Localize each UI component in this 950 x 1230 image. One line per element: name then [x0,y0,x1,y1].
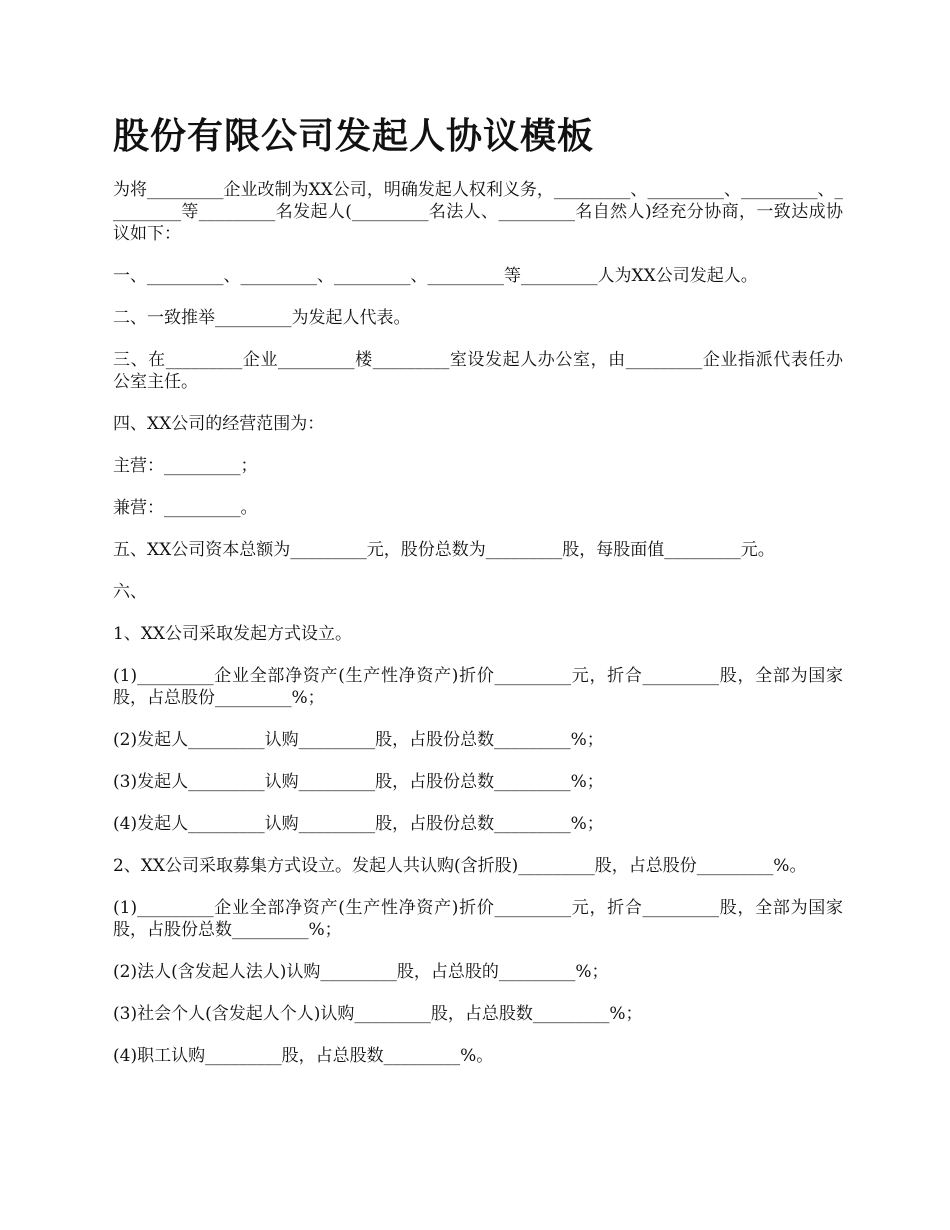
promotion-item-4: (4)发起人_________认购_________股，占股份总数_________%； [113,814,604,834]
clause-2-representative: 二、一致推举_________为发起人代表。 [113,308,411,328]
intro-paragraph: 为将_________企业改制为XX公司，明确发起人权利义务，_________、_________、_________、_________等_________名发起人(_________名法人、_________名自然人)经充分协商，一致达成协议如下： [113,180,843,244]
clause-6-heading: 六、 [113,582,147,602]
subscription-item-1: (1)_________企业全部净资产(生产性净资产)折价_________元，折合_________股，全部为国家股，占股份总数_________%； [113,898,843,940]
secondary-business-line: 兼营：_________。 [113,498,258,518]
clause-3-office: 三、在_________企业_________楼_________室设发起人办公室，由_________企业指派代表任办公室主任。 [113,350,843,392]
promotion-method-heading: 1、XX公司采取发起方式设立。 [113,624,353,644]
document-title: 股份有限公司发起人协议模板 [113,115,595,157]
subscription-item-4: (4)职工认购_________股，占总股数_________%。 [113,1046,494,1066]
main-business-line: 主营：_________； [113,456,258,476]
document-body [113,179,843,1087]
subscription-method-heading: 2、XX公司采取募集方式设立。发起人共认购(含折股)_________股，占总股份_________%。 [113,856,807,876]
clause-5-capital: 五、XX公司资本总额为_________元，股份总数为_________股，每股面值_________元。 [113,540,775,560]
promotion-item-3: (3)发起人_________认购_________股，占股份总数_________%； [113,772,604,792]
clause-4-business-scope: 四、XX公司的经营范围为： [113,414,325,434]
promotion-item-1: (1)_________企业全部净资产(生产性净资产)折价_________元，折合_________股，全部为国家股，占总股份_________%； [113,666,843,708]
promotion-item-2: (2)发起人_________认购_________股，占股份总数_________%； [113,730,604,750]
clause-1-founders: 一、_________、_________、_________、_________等_________人为XX公司发起人。 [113,266,758,286]
subscription-item-2: (2)法人(含发起人法人)认购_________股，占总股的_________%； [113,962,609,982]
subscription-item-3: (3)社会个人(含发起人个人)认购_________股，占总股数_________%； [113,1004,643,1024]
